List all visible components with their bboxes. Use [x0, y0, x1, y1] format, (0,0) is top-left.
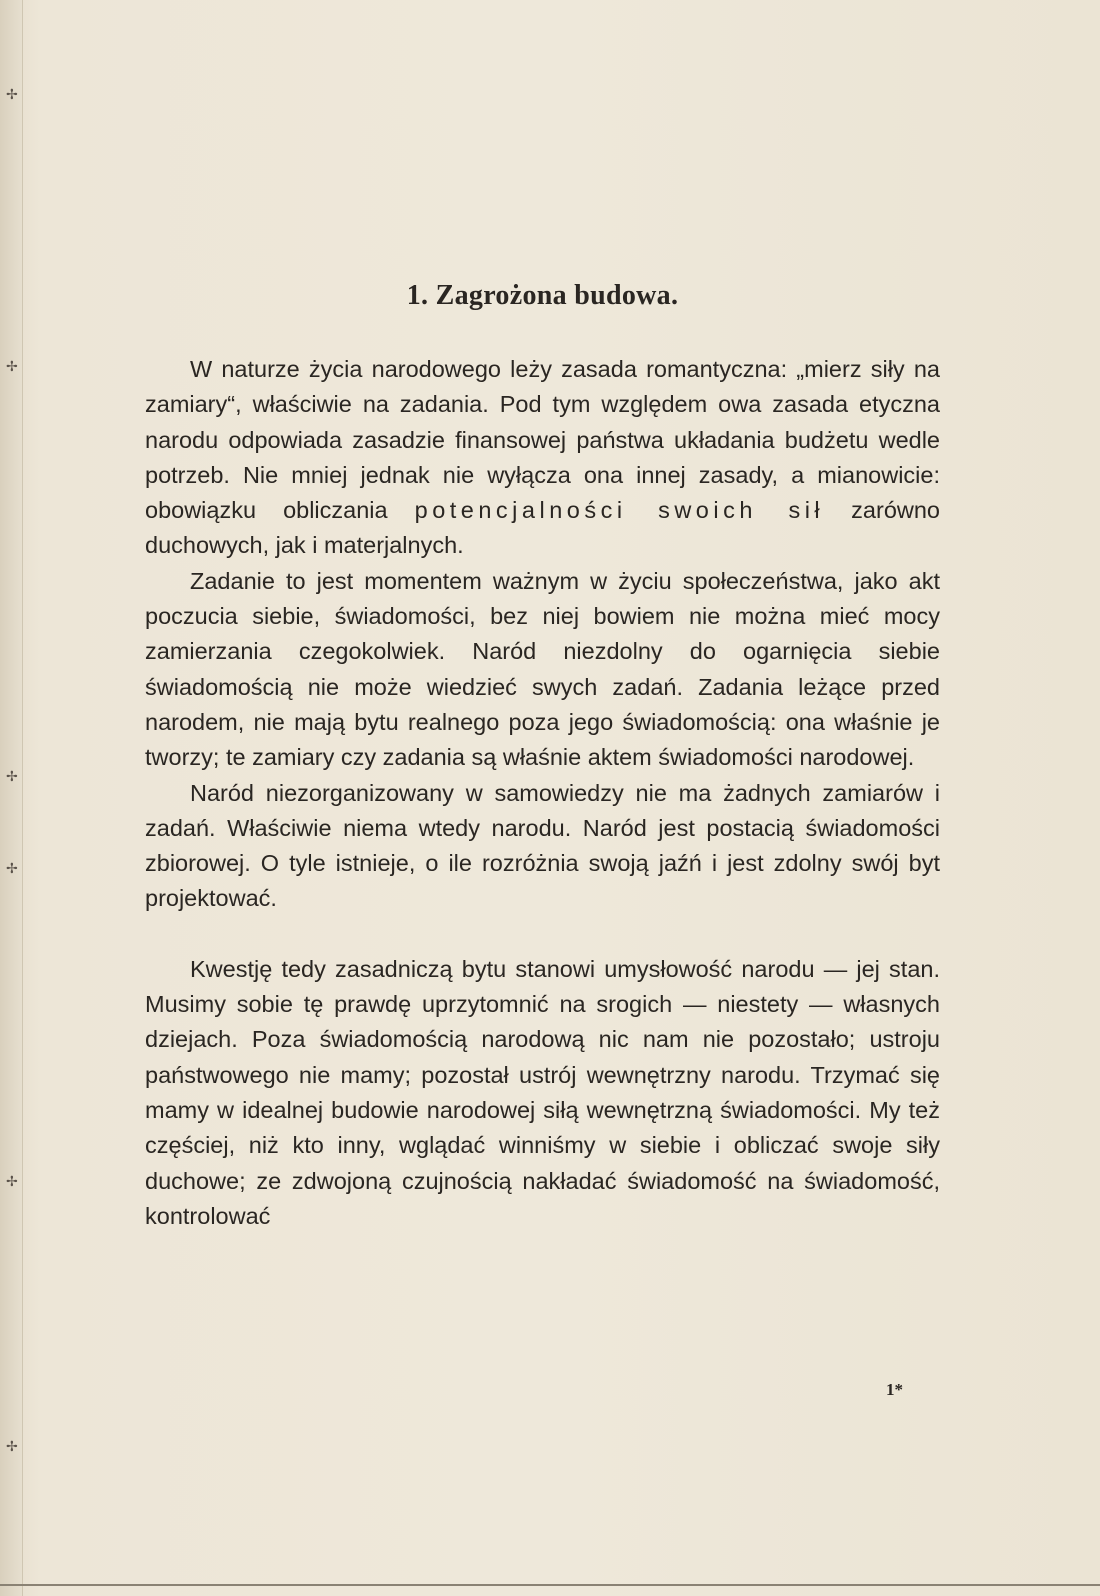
binding-stitch-mark: ✢	[6, 1439, 18, 1455]
paragraph-3: Naród niezorganizowany w samowiedzy nie ma żadnych zamiarów i zadań. Właściwie niema wtedy narodu. Naród jest postacią świadomości zbiorowej. O tyle istnieje, o ile rozróżnia swoją jaźń i jest zdolny swój byt projektować.	[145, 779, 940, 912]
binding-stitch-mark: ✢	[6, 861, 18, 877]
chapter-heading: 1. Zagrożona budowa.	[406, 280, 679, 311]
paragraph-1-text-a: W naturze życia narodowego leży zasada romantyczna: „mierz siły na zamiary“, właściwie na zadania. Pod tym względem owa zasada etyczna narodu odpowiada zasadzie finansowej państwa układania budżetu wedle potrzeb. Nie mniej jednak nie wyłącza ona innej zasady, a mianowicie: obowiązku obliczania	[145, 356, 940, 524]
page-binding-edge	[0, 0, 23, 1596]
binding-stitch-mark: ✢	[6, 359, 18, 375]
text-column	[145, 278, 940, 1234]
page-number: 1*	[886, 1380, 903, 1399]
bottom-rule	[0, 1584, 1100, 1586]
binding-stitch-mark: ✢	[6, 1174, 18, 1190]
paragraph-1-text-b: zarówno duchowych, jak i materjalnych.	[145, 497, 940, 559]
binding-stitch-mark: ✢	[6, 769, 18, 785]
section-gap	[145, 917, 940, 952]
paragraph-2: Zadanie to jest momentem ważnym w życiu społeczeństwa, jako akt poczucia siebie, świadomości, bez niej bowiem nie można mieć mocy zamierzania czegokolwiek. Naród niezdolny do ogarnięcia siebie świadomością nie może wiedzieć swych zadań. Zadania leżące przed narodem, nie mają bytu realnego poza jego świadomością: ona właśnie je tworzy; te zamiary czy zadania są właśnie aktem świadomości narodowej.	[145, 567, 940, 771]
paragraph-4: Kwestję tedy zasadniczą bytu stanowi umysłowość narodu — jej stan. Musimy sobie tę prawdę uprzytomnić na srogich — niestety — własnych dziejach. Poza świadomością narodową nic nam nie pozostało; ustroju państwowego nie mamy; pozostał ustrój wewnętrzny narodu. Trzymać się mamy w idealnej budowie narodowej siłą wewnętrzną świadomości. My też częściej, niż kto inny, wglądać winniśmy w siebie i obliczać swoje siły duchowe; ze zdwojoną czujnością nakładać świadomość na świadomość, kontrolować	[145, 955, 940, 1229]
emphasized-spaced-text: potencjalności swoich sił	[414, 497, 825, 524]
binding-stitch-mark: ✢	[6, 87, 18, 103]
paragraph-1	[145, 352, 940, 564]
